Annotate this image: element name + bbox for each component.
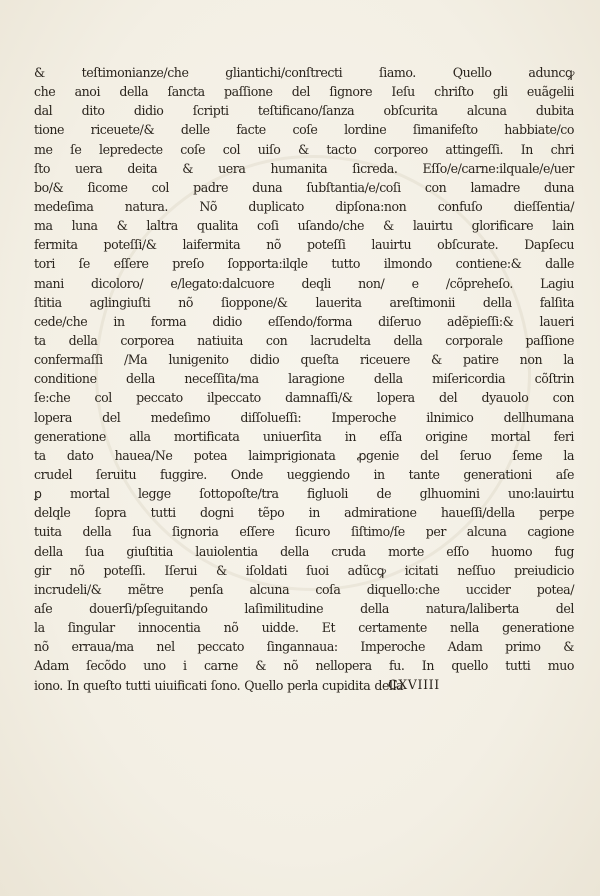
text-line: gir nõ poteſſi. Iſerui & iſoldati ſuoi adũcꝙ icitati neſſuo preiudicio <box>34 562 574 578</box>
text-line: ta dato hauea/Ne potea laimprigionata ꝓgenie del ſeruo ſeme la <box>34 447 574 463</box>
text-line: conditione della neceſſita/ma laragione della miſericordia cõſtrin <box>34 371 574 387</box>
text-line: che anoi della ſancta paſſione del ſignore Ieſu chriſto gli euãgelii <box>34 84 574 100</box>
text-line: ſtitia aglingiuſti nõ ſioppone/& lauerita areſtimonii della falſita <box>34 294 574 310</box>
text-line: delqle ſopra tutti dogni tẽpo in admiratione haueſſi/della perpe <box>34 505 574 521</box>
text-line: medeſima natura. Nõ duplicato dipſona:non confuſo dieſſentia/ <box>34 198 574 214</box>
text-line: & teſtimonianze/che gliantichi/conſtrecti ſiamo. Quello aduncꝙ <box>34 65 574 80</box>
text-line: ſto uera deita & uera humanita ſicreda. Eſſo/e/carne:ilquale/e/uer <box>34 160 574 176</box>
text-line: aſe douerſi/pſeguitando laſimilitudine della natura/laliberta del <box>34 600 574 616</box>
text-line: iono. In queſto tutti uiuificati ſono. Quello perla cupidita della <box>34 677 404 693</box>
body-text <box>34 63 574 695</box>
text-line: cede/che in forma didio eſſendo/forma diſeruo adẽpieſſi:& laueri <box>34 313 574 329</box>
text-line: Adam ſecõdo uno i carne & nõ nellopera fu. In quello tutti muo <box>34 658 574 674</box>
text-line: nõ erraua/ma nel peccato ſingannaua: Imperoche Adam primo & <box>34 639 574 655</box>
text-line: ꝑ mortal legge ſottopoſte/tra figluoli de glhuomini uno:lauirtu <box>34 486 574 502</box>
text-line: la ſingular innocentia nõ uidde. Et certamente nella generatione <box>34 620 574 636</box>
folio-number: CXVIIII <box>388 677 440 692</box>
text-line: crudel ſeruitu fuggire. Onde ueggiendo in tante generationi aſe <box>34 466 574 482</box>
text-line: generatione alla mortificata uniuerſita in eſſa origine mortal feri <box>34 428 574 444</box>
text-line: lopera del medeſimo diſſolueſſi: Imperoche ilnimico dellhumana <box>34 409 574 425</box>
text-line: tori ſe eſſere preſo ſopporta:ilqle tutto ilmondo contiene:& dalle <box>34 256 574 272</box>
text-line: tione riceuete/& delle facte coſe lordine ſimanifeſto habbiate/co <box>34 122 574 138</box>
text-line: ta della corporea natiuita con lacrudelta della corporale paſſione <box>34 332 574 348</box>
text-line: dal dito didio ſcripti teſtificano/ſanza obſcurita alcuna dubita <box>34 103 574 119</box>
text-line: bo/& ſicome col padre duna ſubſtantia/e/coſi con lamadre duna <box>34 179 574 195</box>
text-line: ma luna & laltra qualita coſi uſando/che & lauirtu glorificare lain <box>34 218 574 234</box>
text-line: ſe:che col peccato ilpeccato damnaſſi/& lopera del dyauolo con <box>34 390 574 406</box>
text-line: mani dicoloro/ e/legato:dalcuore deqli non/ e /cõpreheſo. Lagiu <box>34 275 574 291</box>
text-line: incrudeli/& mẽtre penſa alcuna coſa diquello:che uccider potea/ <box>34 581 574 597</box>
text-line: tuita della ſua ſignoria eſſere ſicuro ſiſtimo/ſe per alcuna cagione <box>34 524 574 540</box>
text-line: me ſe lepredecte coſe col uiſo & tacto corporeo attingeſſi. In chri <box>34 141 574 157</box>
text-line: confermaſſi /Ma lunigenito didio queſta riceuere & patire non la <box>34 352 574 368</box>
text-line: fermita poteſſi/& laifermita nõ poteſſi lauirtu obſcurate. Dapſecu <box>34 237 574 253</box>
text-line: della ſua giuſtitia lauiolentia della cruda morte eſſo huomo fug <box>34 543 574 559</box>
